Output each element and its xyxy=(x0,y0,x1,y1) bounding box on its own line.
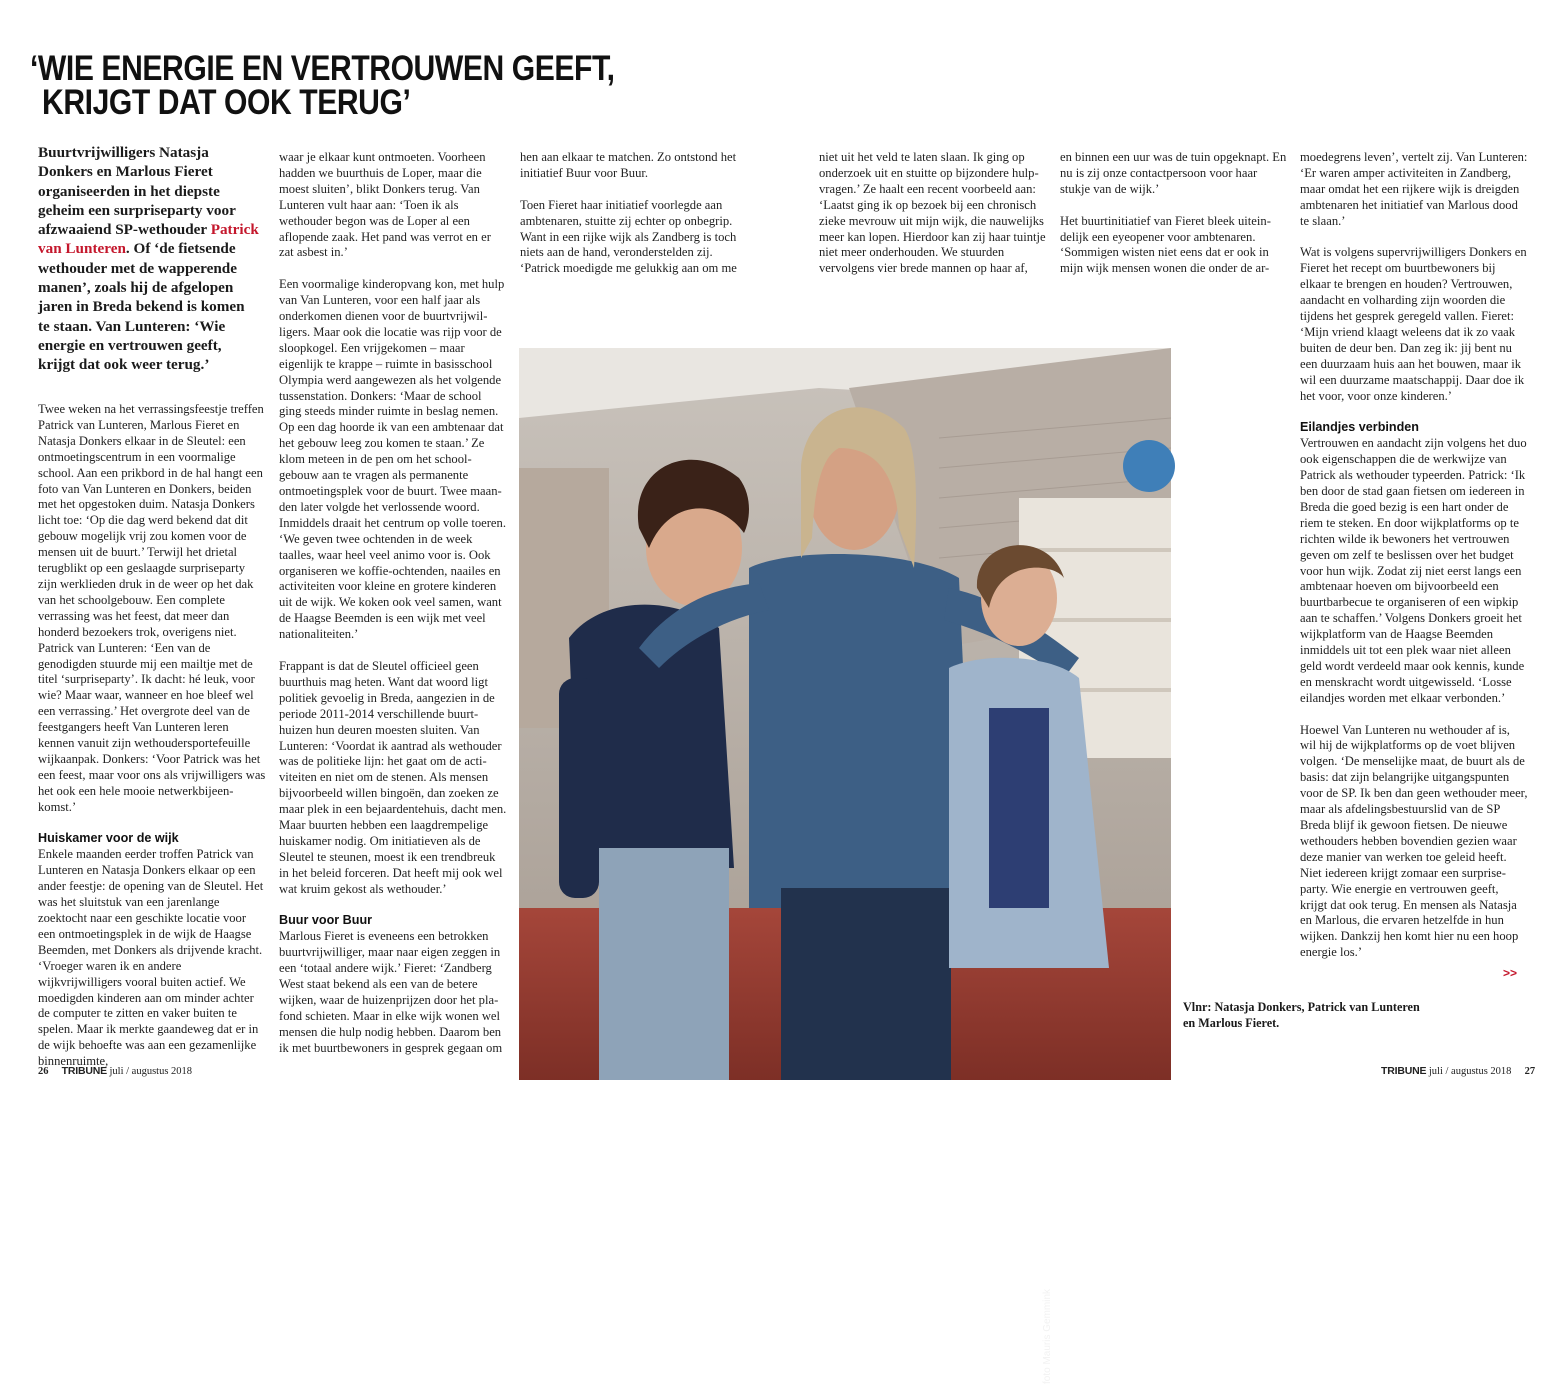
text-column-2 xyxy=(279,150,507,1057)
paragraph: Twee weken na het verrassingsfeestje treffen Patrick van Lunteren, Marlous Fieret en Natasja Donkers elkaar in de Sleutel: een ontmoetingscentrum in een voormalige school. Aan een prikbord in de hal hangt een foto van Van Lunteren en Donkers, beiden met het opgestoken duim. Natasja Donkers licht toe: ‘Op die dag werd bekend dat dit gebouw mogelijk vrij zou komen voor de mensen uit de buurt.’ Terwijl het drietal terugblikt op een geslaagde surpriseparty zijn werklieden druk in de weer op het dak van het schoolgebouw. Een complete verrassing was het feest, dat meer dan honderd bezoekers trok, overigens niet. Patrick van Lunteren: ‘Een van de genodigden stuurde mij een mailtje met de titel ‘surpriseparty’. Ik dacht: hé leuk, voor wie? Maar waar, wanneer en hoe bleef wel een verrassing.’ Het overgrote deel van de feestgangers heeft Van Lunteren leren kennen vanuit zijn wethoudersportefeuille wijkaanpak. Donkers: ‘Voor Patrick was het een feest, maar voor ons als vrijwilligers was het ook een hele mooie netwerkbijeenkomst.’ xyxy=(38,402,266,814)
text-column-1 xyxy=(38,402,266,1070)
paragraph: hen aan elkaar te matchen. Zo ontstond het initiatief Buur voor Buur. xyxy=(520,150,737,180)
lead-text-start: Buurtvrijwilligers Natasja Donkers en Marlous Fieret organiseerden in het diepste geheim een surpriseparty voor afzwaaiend SP-wethouder xyxy=(38,144,236,239)
paragraph: Enkele maanden eerder troffen Patrick van Lunteren en Natasja Donkers elkaar op een ander feestje: de opening van de Sleutel. Het was het sluitstuk van een jarenlange zoektocht naar een geschikte locatie voor een ontmoetingsplek in de wijk de Haagse Beemden, met Donkers als drijvende kracht. ‘Vroeger waren ik en andere wijkvrijwilligers vooral buiten actief. We moedigden kinderen aan om minder achter de computer te zitten en vaker buiten te spelen. Maar ik merkte gaandeweg dat er in de wijk behoefte was aan een gezamenlijke binnenruimte, xyxy=(38,847,264,1069)
lead-highlight-name: Patrick van Lunteren xyxy=(38,221,259,258)
text-column-4 xyxy=(819,150,1047,277)
subheading-buur-voor-buur: Buur voor Buur xyxy=(279,913,373,928)
article-headline xyxy=(30,49,615,122)
photo-illustration xyxy=(519,348,1171,1080)
page-number-left: 26 xyxy=(38,1066,49,1077)
article-lead xyxy=(38,143,260,375)
article-photo xyxy=(519,348,1171,1384)
continue-marker: >> xyxy=(1503,966,1518,980)
issue-date-right: juli / augustus 2018 xyxy=(1428,1066,1512,1077)
issue-date-left: juli / augustus 2018 xyxy=(109,1066,193,1077)
magazine-brand-right: TRIBUNE xyxy=(1381,1065,1427,1077)
photo-caption: Vlnr: Natasja Donkers, Patrick van Lunteren en Marlous Fieret. xyxy=(1183,1000,1420,1030)
paragraph: Frappant is dat de Sleutel officieel geen buurthuis mag heten. Want dat woord ligt politiek gevoelig in Breda, aangezien in de periode 2011-2014 verschillende buurthuizen hun deuren moesten sluiten. Van Lunteren: ‘Voordat ik aantrad als wethouder was de politieke lijn: het gaat om de activiteiten en niet om de stenen. Als mensen bijvoorbeeld willen bingoën, dan zoeken ze maar plek in een bejaardentehuis, dacht men. Maar buurten hebben een laagdrempelige huiskamer nodig. Om initiatieven als de Sleutel te steunen, moest ik een trendbreuk in het beleid forceren. Dat heeft mij ook wel wat kruim gekost als wethouder.’ xyxy=(279,658,507,896)
text-column-6 xyxy=(1300,150,1528,961)
headline-line-1: ‘WIE ENERGIE EN VERTROUWEN GEEFT, xyxy=(30,49,615,88)
paragraph: Wat is volgens supervrijwilligers Donkers en Fieret het recept om buurtbewoners bij elkaar te brengen en houden? Vertrouwen, aandacht en volharding zijn woorden die tijdens het gesprek geregeld vallen. Fieret: ‘Mijn vriend klaagt weleens dat ik zo vaak buiten de deur ben. Dan zeg ik: jij bent nu een duurzaam huis aan het bouwen, maar ik wil een duurzame maatschappij. Daar doe ik het voor, voor onze kinderen.’ xyxy=(1300,245,1527,403)
paragraph: Hoewel Van Lunteren nu wethouder af is, wil hij de wijkplatforms op de voet blijven volgen. ‘De menselijke maat, de buurt als de basis: dat zijn belangrijke uitgangspunten voor de SP. Ik ben dan geen wethouder meer, maar als afdelingsbestuurslid van de SP Breda blijf ik gewoon fietsen. De nieuwe wethouders hebben bovendien gezien waar deze manier van werken toe geleid heeft. Niet iedereen krijgt zomaar een surpriseparty. Wie energie en vertrouwen geeft, krijgt dat ook terug. En mensen als Natasja en Marlous, die ervaren hetzelfde in hun wijken. Dankzij hen komt hier nu een hoop energie los.’ xyxy=(1300,722,1528,960)
magazine-brand-left: TRIBUNE xyxy=(61,1065,107,1077)
footer-right xyxy=(1381,1065,1535,1077)
paragraph: niet uit het veld te laten slaan. Ik ging op onderzoek uit en stuitte op bijzondere hulpvragen.’ Ze haalt een recent voorbeeld aan: ‘Laatst ging ik op bezoek bij een chronisch zieke mevrouw uit mijn wijk, die nauwelijks meer kan lopen. Hierdoor kan zij haar tuintje niet meer onderhouden. We stuurden vervolgens vier brede mannen op haar af, xyxy=(819,150,1046,276)
paragraph: Toen Fieret haar initiatief voorlegde aan ambtenaren, stuitte zij echter op onbegrip. Want in een rijke wijk als Zandberg is toch niets aan de hand, veronderstelden zij. ‘Patrick moedigde me gelukkig aan om me xyxy=(520,197,737,276)
text-column-3 xyxy=(520,150,748,277)
paragraph: Vertrouwen en aandacht zijn volgens het duo ook eigenschappen die de werkwijze van Patrick als wethouder typeerden. Patrick: ‘Ik ben door de stad gaan fietsen om iedereen in Breda die goed bezig is een hart onder de riem te steken. En door wijkplatforms op te richten wilde ik bewoners het vertrouwen geven om zelf te beslissen over het budget voor hun wijk. Zodat zij niet eerst langs een ambtenaar hoeven om bijvoorbeeld een buurtbarbecue te organiseren of een wipkip aan te schaffen.’ Volgens Donkers groeit het wijkplatform van de Haagse Beemden inmiddels uit tot een plek waar niet alleen geld wordt verdeeld maar ook kennis, kunde en menskracht wordt uitgewisseld. ‘Losse eilandjes worden met elkaar verbonden.’ xyxy=(1300,436,1527,705)
text-column-5 xyxy=(1060,150,1288,277)
subheading-eilandjes: Eilandjes verbinden xyxy=(1300,420,1419,435)
photo-credit: foto Mauris Gemmink xyxy=(1042,1288,1053,1384)
paragraph: Marlous Fieret is eveneens een betrokken buurtvrijwilliger, maar naar eigen zeggen in een ‘totaal andere wijk.’ Fieret: ‘Zandberg West staat bekend als een van de betere wijken, waar de huizenprijzen door het plafond schieten. Maar in elke wijk wonen wel mensen die hulp nodig hebben. Daarom ben ik met buurtbewoners in gesprek gegaan om xyxy=(279,929,503,1055)
headline-line-2: KRIJGT DAT OOK TERUG’ xyxy=(42,83,411,122)
paragraph: waar je elkaar kunt ontmoeten. Voorheen hadden we buurthuis de Loper, maar die moest sluiten’, blikt Donkers terug. Van Lunteren vult haar aan: ‘Toen ik als wethouder begon was de Loper al een aflopende zaak. Het pand was verrot en er zat asbest in.’ xyxy=(279,150,491,260)
paragraph: Een voormalige kinderopvang kon, met hulp van Van Lunteren, voor een half jaar als onderkomen dienen voor de buurtvrijwilligers. Maar ook die locatie was rijp voor de sloopkogel. Een vrijgekomen – maar eigenlijk te krappe – ruimte in basisschool Olympia werd aangewezen als het volgende tussenstation. Donkers: ‘Maar de school ging steeds minder ruimte in beslag nemen. Op een dag hoorde ik van een ambtenaar dat het gebouw leeg zou komen te staan.’ Ze klom meteen in de pen om het schoolgebouw aan te vragen als permanente ontmoetingsplek voor de buurt. Twee maanden later volgde het verlossende woord. Inmiddels draait het centrum op volle toeren. ‘We geven twee ochtenden in de week taalles, waar heel veel animo voor is. Ook organiseren we koffie-ochtenden, naailes en activiteiten voor kleine en grotere kinderen uit de wijk. We koken ook veel samen, want de Haagse Beemden is een wijk met veel nationaliteiten.’ xyxy=(279,277,506,642)
page-number-right: 27 xyxy=(1524,1066,1536,1077)
paragraph: moedegrens leven’, vertelt zij. Van Lunteren: ‘Er waren amper activiteiten in Zandberg, maar omdat het een rijkere wijk is dreigden ambtenaren het initiatief van Marlous dood te slaan.’ xyxy=(1300,150,1528,228)
paragraph: Het buurtinitiatief van Fieret bleek uiteindelijk een eyeopener voor ambtenaren. ‘Sommigen wisten niet eens dat er ook in mijn wijk mensen wonen die onder de ar- xyxy=(1060,213,1271,276)
paragraph: en binnen een uur was de tuin opgeknapt. En nu is zij onze contactpersoon voor haar stukje van de wijk.’ xyxy=(1060,150,1287,196)
lead-text-end: . Of ‘de fietsende wethouder met de wapperende manen’, zoals hij de afgelopen jaren in Breda bekend is komen te staan. Van Lunteren: ‘Wie energie en vertrouwen geeft, krijgt dat ook weer terug.’ xyxy=(38,240,245,374)
footer-left xyxy=(38,1065,192,1077)
subheading-huiskamer: Huiskamer voor de wijk xyxy=(38,831,179,846)
